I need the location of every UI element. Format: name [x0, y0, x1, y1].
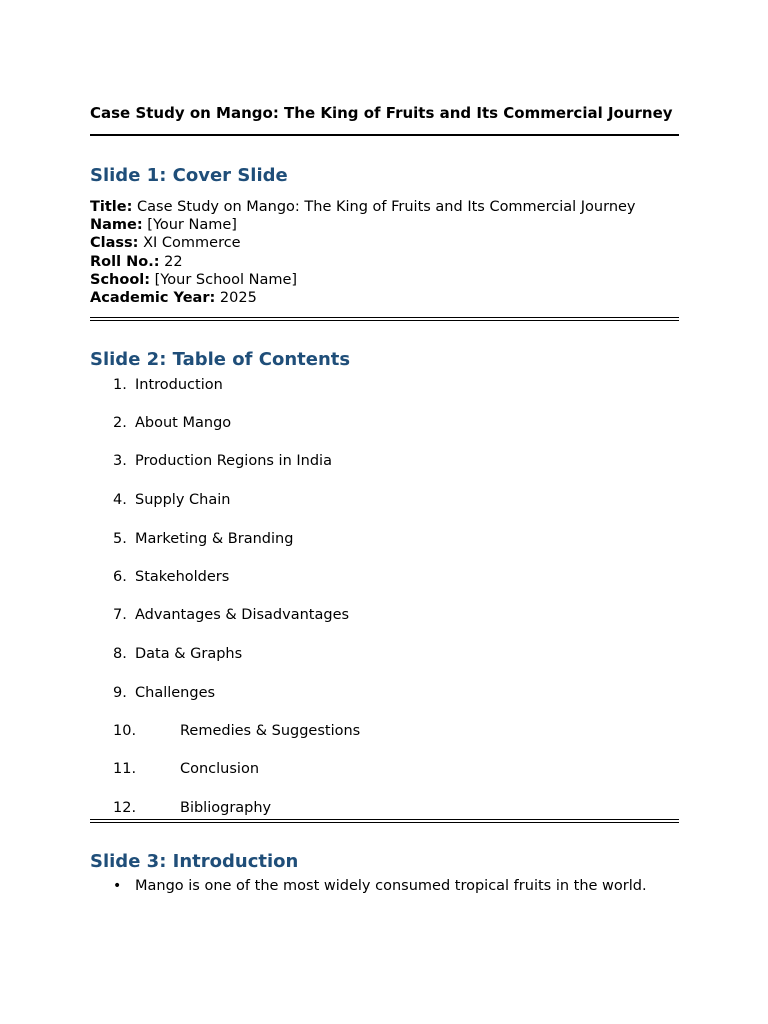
bullet-text: Mango is one of the most widely consumed tropical fruits in the world. [135, 878, 647, 894]
field-label: Title: [90, 199, 133, 215]
toc-number: 6. [113, 569, 127, 585]
toc-number: 5. [113, 531, 127, 547]
field-value: [Your Name] [142, 217, 237, 234]
toc-label: Stakeholders [135, 569, 230, 585]
toc-label: Introduction [135, 377, 223, 393]
toc-number: 10. [113, 723, 137, 739]
toc-label: Bibliography [180, 800, 272, 816]
toc-label: Supply Chain [135, 492, 231, 508]
toc-label: Marketing & Branding [135, 531, 294, 547]
field-value: [Your School Name] [150, 271, 298, 288]
field-label: Roll No.: [90, 253, 160, 270]
toc-number: 8. [113, 646, 127, 662]
toc-item [113, 452, 332, 470]
field-label: Academic Year: [90, 290, 216, 307]
toc-item [113, 376, 223, 394]
toc-item [113, 760, 259, 778]
toc-number: 7. [113, 607, 127, 623]
toc-item [113, 530, 293, 548]
toc-label: Remedies & Suggestions [180, 723, 361, 739]
section-divider [90, 317, 679, 321]
field-value: XI Commerce [138, 235, 241, 252]
toc-item [113, 414, 231, 432]
field-label: Name: [90, 217, 143, 234]
list-item [113, 877, 647, 895]
toc-number: 2. [113, 415, 127, 431]
cover-field-title [90, 198, 636, 216]
field-value: Case Study on Mango: The King of Fruits and Its Commercial Journey [132, 199, 636, 215]
toc-label: Challenges [135, 685, 216, 701]
toc-label: Advantages & Disadvantages [135, 607, 350, 623]
toc-item [113, 568, 229, 586]
cover-field-name [90, 216, 636, 234]
section-divider [90, 819, 679, 823]
toc-number: 9. [113, 685, 127, 701]
field-label: Class: [90, 235, 139, 252]
field-value: 2025 [215, 290, 257, 307]
toc-number: 12. [113, 800, 137, 816]
toc-item [113, 645, 242, 663]
toc-number: 3. [113, 453, 127, 469]
slide1-heading: Slide 1: Cover Slide [90, 165, 288, 186]
cover-field-school [90, 271, 636, 289]
toc-number: 1. [113, 377, 127, 393]
field-value: 22 [159, 253, 183, 270]
toc-label: Data & Graphs [135, 646, 243, 662]
toc-item [113, 606, 349, 624]
toc-label: About Mango [135, 415, 232, 431]
bullet-icon: • [113, 878, 122, 894]
toc-item [113, 799, 271, 817]
cover-field-year [90, 289, 636, 307]
toc-number: 11. [113, 761, 137, 777]
document-title: Case Study on Mango: The King of Fruits and Its Commercial Journey [90, 104, 673, 122]
toc-number: 4. [113, 492, 127, 508]
title-divider [90, 134, 679, 136]
slide2-heading: Slide 2: Table of Contents [90, 349, 351, 370]
cover-field-class [90, 234, 636, 252]
field-label: School: [90, 271, 151, 288]
toc-label: Production Regions in India [135, 453, 332, 469]
toc-label: Conclusion [180, 761, 260, 777]
toc-item [113, 491, 230, 509]
cover-field-roll [90, 253, 636, 271]
cover-details [90, 198, 636, 307]
toc-item [113, 684, 215, 702]
toc-item [113, 722, 360, 740]
slide3-heading: Slide 3: Introduction [90, 851, 299, 872]
